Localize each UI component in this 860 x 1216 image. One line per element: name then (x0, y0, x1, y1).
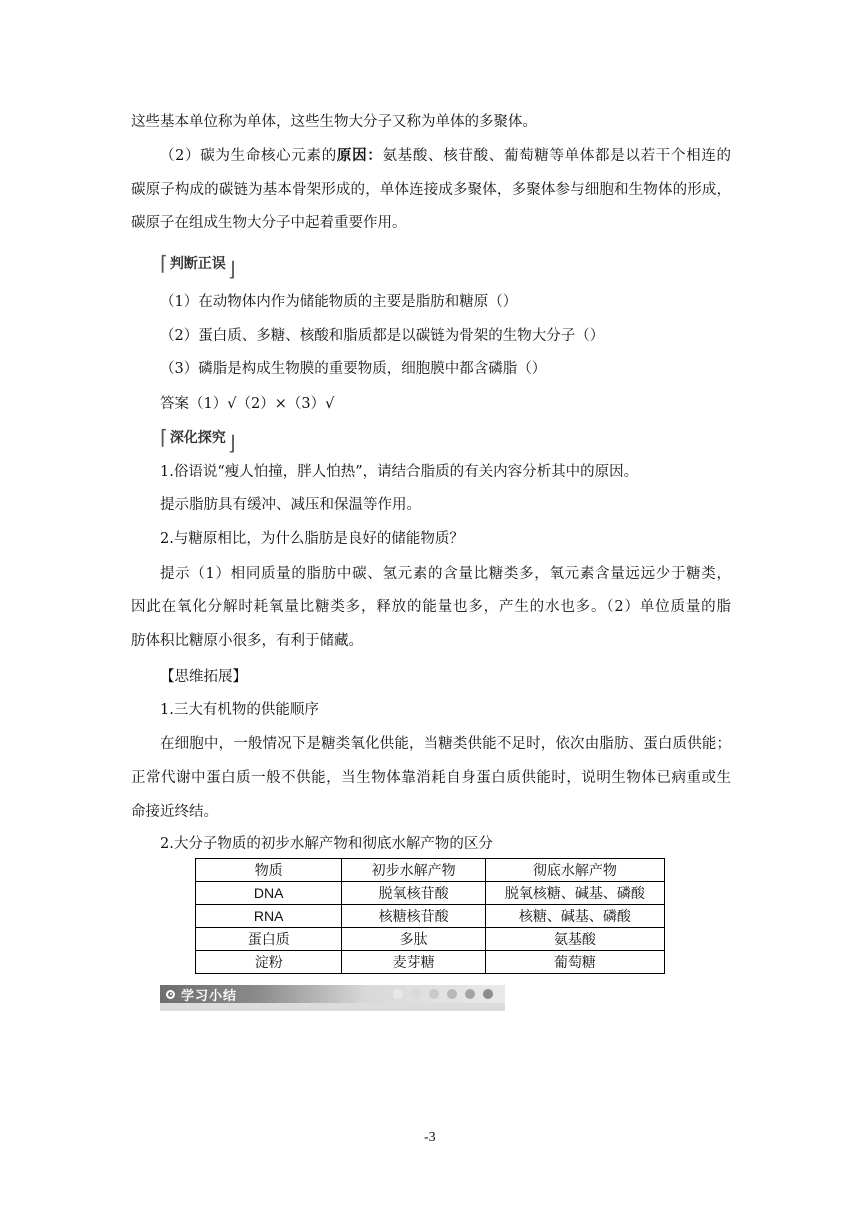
judge-heading (160, 250, 236, 281)
table-cell: 脱氧核糖、碱基、磷酸 (485, 882, 664, 905)
carbon-reason-text: 氨基酸、核苷酸、葡萄糖等单体都是以若干个相连的 (382, 148, 732, 164)
judge-answer: 答案（1）√（2）×（3）√ (160, 396, 335, 412)
judge-title: 判断正误 (169, 256, 226, 272)
explore-answer-2-line-1: 提示（1）相同质量的脂肪中碳、氢元素的含量比糖类多，氧元素含量远远少于糖类， (160, 566, 731, 582)
paragraph-carbon-reason (160, 146, 731, 166)
table-row (196, 951, 665, 974)
table-cell: RNA (196, 905, 342, 928)
paragraph-monomer: 这些基本单位称为单体，这些生物大分子又称为单体的多聚体。 (131, 114, 537, 130)
bracket-left-icon: ⌈ (160, 425, 168, 449)
explore-question-2: 2.与糖原相比，为什么脂肪是良好的储能物质？ (160, 531, 464, 547)
carbon-reason-prefix: （2）碳为生命核心元素的 (160, 148, 337, 164)
table-cell: 多肽 (342, 928, 485, 951)
summary-banner (160, 985, 505, 1011)
target-circle-icon (166, 990, 175, 999)
table-header-row (196, 859, 665, 882)
explore-answer-1: 提示脂肪具有缓冲、减压和保温等作用。 (160, 497, 421, 513)
table-row (196, 928, 665, 951)
explore-question-1: 1.俗语说“瘦人怕撞，胖人怕热”，请结合脂质的有关内容分析其中的原因。 (160, 464, 639, 480)
extend-section-2-title: 2.大分子物质的初步水解产物和彻底水解产物的区分 (160, 836, 493, 852)
extend-section-1-line-3: 命接近终结。 (131, 804, 218, 820)
summary-bottom-strip (160, 1003, 505, 1011)
bracket-right-icon: ⌋ (227, 431, 236, 455)
extend-section-1-title: 1.三大有机物的供能顺序 (160, 702, 319, 718)
table-cell: 麦芽糖 (342, 951, 485, 974)
judge-item-1: （1）在动物体内作为储能物质的主要是脂肪和糖原（） (160, 294, 518, 310)
table-header: 初步水解产物 (342, 859, 485, 882)
table-cell: DNA (196, 882, 342, 905)
table-cell: 葡萄糖 (485, 951, 664, 974)
table-header: 彻底水解产物 (485, 859, 664, 882)
table-cell: 蛋白质 (196, 928, 342, 951)
extend-title: 【思维拓展】 (160, 669, 247, 685)
table-row (196, 882, 665, 905)
table-cell: 脱氧核苷酸 (342, 882, 485, 905)
table-cell: 氨基酸 (485, 928, 664, 951)
carbon-reason-line-3: 碳原子在组成生物大分子中起着重要作用。 (131, 215, 407, 231)
dot-icon (483, 989, 493, 999)
carbon-reason-line-2: 碳原子构成的碳链为基本骨架形成的，单体连接成多聚体，多聚体参与细胞和生物体的形成， (131, 182, 731, 198)
table-row (196, 905, 665, 928)
judge-item-2: （2）蛋白质、多糖、核酸和脂质都是以碳链为骨架的生物大分子（） (160, 328, 605, 344)
summary-title: 学习小结 (181, 988, 238, 1004)
page-number: -3 (424, 1130, 436, 1145)
explore-answer-2-line-3: 肪体积比糖原小很多，有利于储藏。 (131, 633, 363, 649)
summary-dots (393, 989, 493, 999)
judge-item-3: （3）磷脂是构成生物膜的重要物质，细胞膜中都含磷脂（） (160, 361, 547, 377)
carbon-reason-bold: 原因： (336, 148, 383, 164)
table-cell: 淀粉 (196, 951, 342, 974)
dot-icon (429, 989, 439, 999)
dot-icon (447, 989, 457, 999)
bracket-left-icon: ⌈ (160, 251, 168, 275)
dot-icon (465, 989, 475, 999)
dot-icon (393, 989, 403, 999)
table-cell: 核糖、碱基、磷酸 (485, 905, 664, 928)
explore-title: 深化探究 (169, 430, 226, 446)
explore-answer-2-line-2: 因此在氧化分解时耗氧量比糖类多，释放的能量也多，产生的水也多。（2）单位质量的脂 (131, 599, 731, 615)
extend-section-1-line-2: 正常代谢中蛋白质一般不供能，当生物体靠消耗自身蛋白质供能时，说明生物体已病重或生 (131, 770, 731, 786)
table-cell: 核糖核苷酸 (342, 905, 485, 928)
bracket-right-icon: ⌋ (227, 257, 236, 281)
hydrolysis-table (195, 858, 665, 974)
explore-heading (160, 424, 236, 455)
extend-section-1-line-1: 在细胞中，一般情况下是糖类氧化供能，当糖类供能不足时，依次由脂肪、蛋白质供能； (160, 736, 731, 752)
dot-icon (411, 989, 421, 999)
table-header: 物质 (196, 859, 342, 882)
